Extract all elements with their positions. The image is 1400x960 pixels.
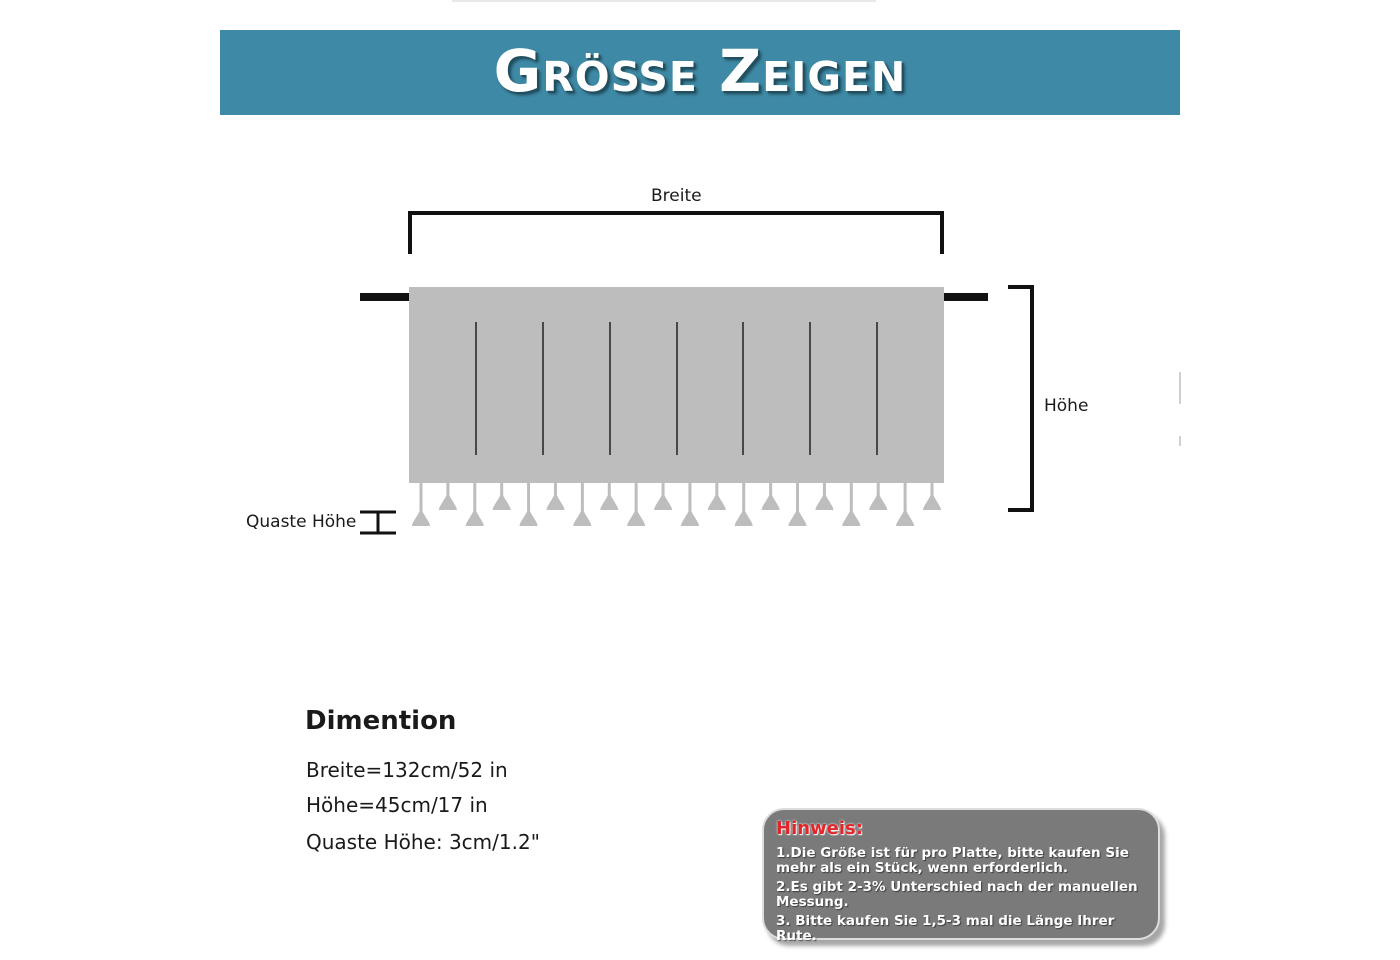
- curtain-rod-right: [942, 293, 988, 301]
- curtain-tassels: [412, 479, 941, 526]
- tassel: [896, 479, 914, 526]
- tassel: [681, 479, 699, 526]
- tassel: [520, 479, 538, 526]
- dimension-width: Breite=132cm/52 in: [306, 758, 508, 782]
- note-item: 2.Es gibt 2-3% Unterschied nach der manuellen Messung.: [776, 879, 1138, 910]
- tassel: [923, 479, 941, 510]
- height-bracket: [1008, 287, 1032, 510]
- tassel: [815, 479, 833, 510]
- tassel: [546, 479, 564, 510]
- tassel: [627, 479, 645, 526]
- dimension-heading: Dimention: [305, 706, 457, 736]
- dimension-tassel-height: Quaste Höhe: 3cm/1.2": [306, 830, 540, 854]
- note-title: Hinweis:: [776, 818, 863, 839]
- tassel: [466, 479, 484, 526]
- dimension-height: Höhe=45cm/17 in: [306, 793, 488, 817]
- note-item: 1.Die Größe ist für pro Platte, bitte kaufen Sie mehr als ein Stück, wenn erforderlich.: [776, 845, 1129, 876]
- note-box: [762, 808, 1160, 944]
- tassel: [789, 479, 807, 526]
- width-label: Breite: [651, 186, 702, 206]
- width-bracket: [410, 213, 942, 254]
- tassel: [869, 479, 887, 510]
- tassel-height-label: Quaste Höhe: [246, 512, 357, 532]
- tassel: [654, 479, 672, 510]
- tassel: [493, 479, 511, 510]
- height-label: Höhe: [1044, 396, 1089, 416]
- tassel: [600, 479, 618, 510]
- tassel: [762, 479, 780, 510]
- note-item: 3. Bitte kaufen Sie 1,5-3 mal die Länge Ihrer Rute.: [776, 913, 1115, 944]
- note-list: [776, 846, 1156, 948]
- tassel: [439, 479, 457, 510]
- tassel: [708, 479, 726, 510]
- tassel: [412, 479, 430, 526]
- tassel: [735, 479, 753, 526]
- tassel: [573, 479, 591, 526]
- tassel-height-marker: [360, 512, 396, 533]
- tassel: [842, 479, 860, 526]
- page-title: Größe Zeigen: [493, 37, 907, 105]
- curtain-rod-left: [360, 293, 412, 301]
